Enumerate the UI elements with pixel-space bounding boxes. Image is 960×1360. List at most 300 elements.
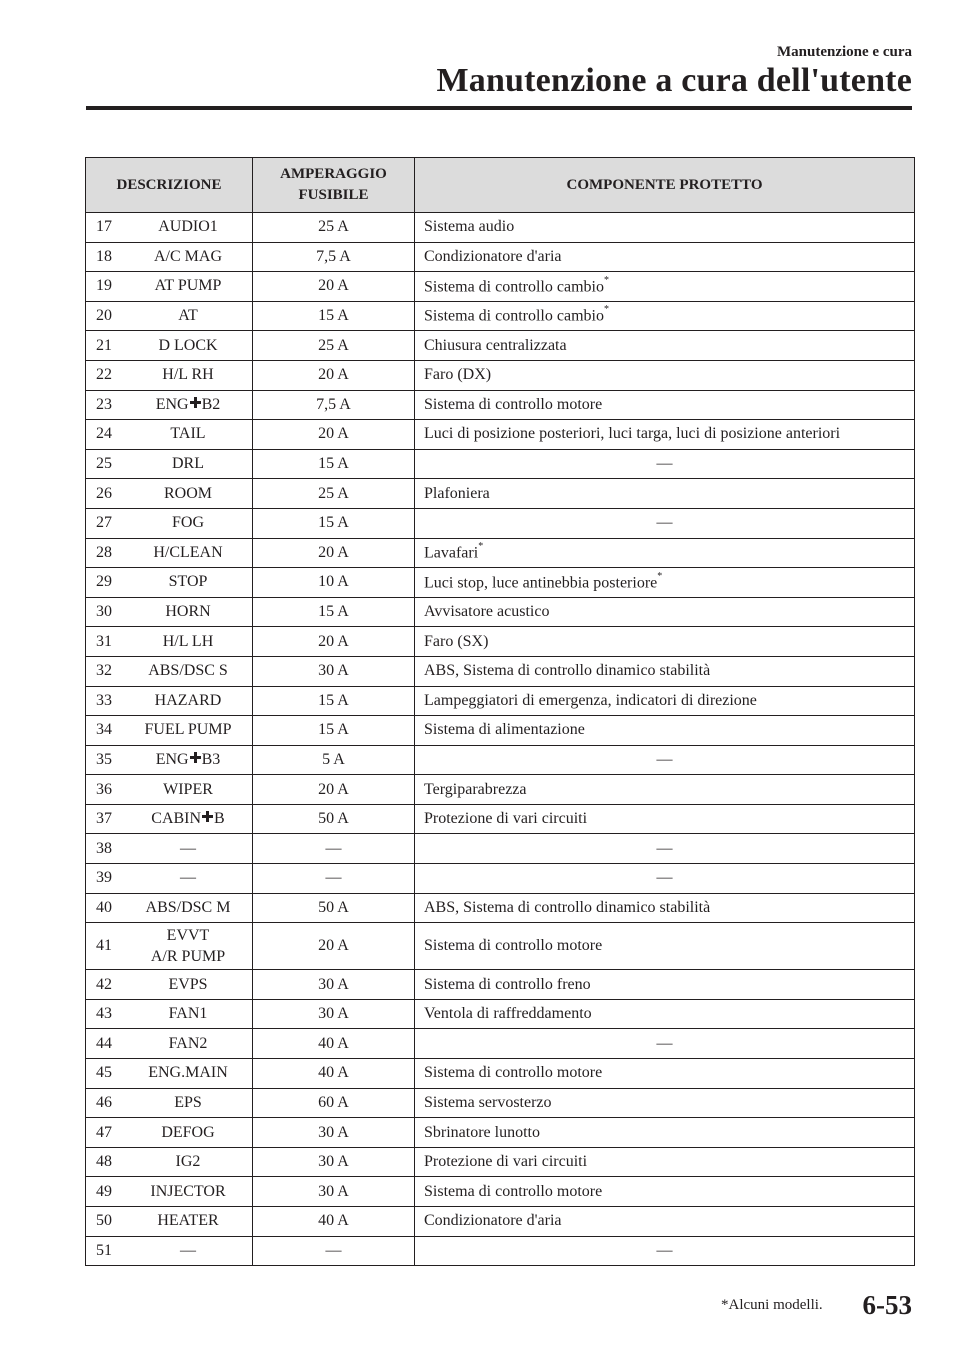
fuse-name-line: DRL [172,455,204,473]
fuse-name [134,1005,252,1023]
protected-component [415,970,915,1000]
table-row [86,1029,915,1059]
table-row [86,716,915,746]
table-row [86,775,915,805]
protected-component [415,449,915,479]
table-row [86,745,915,775]
fuse-name-line: — [180,1241,196,1259]
fuse-name-prefix: ENG [155,750,189,768]
fuse-amperage: 20 A [253,420,415,450]
fuse-name [134,662,252,680]
fuse-amperage: 30 A [253,970,415,1000]
footnote: *Alcuni modelli. [721,1297,823,1313]
protected-component-text: Sistema di controllo cambio [424,307,604,325]
fuse-name-line: EVPS [168,975,208,993]
protected-component-text: Sistema di controllo motore [424,1064,603,1082]
protected-component-text: Sistema di alimentazione [424,721,585,739]
fuse-description-cell [86,1207,253,1237]
column-header-line: AMPERAGGIO [280,166,387,182]
fuse-description-cell [86,213,253,243]
fuse-name [134,781,252,799]
fuse-name [134,925,252,967]
protected-component-text: Protezione di vari circuiti [424,810,588,828]
protected-component [415,745,915,775]
fuse-amperage: 20 A [253,538,415,568]
fuse-number: 47 [96,1123,112,1141]
table-row [86,1236,915,1266]
protected-component-text: — [656,514,673,532]
protected-component-text: Sistema audio [424,218,515,236]
protected-component [415,1059,915,1089]
fuse-amperage: 40 A [253,1059,415,1089]
fuse-name [134,485,252,503]
protected-component [415,1088,915,1118]
fuse-name-line: HORN [165,603,211,621]
title-rule [86,106,912,110]
fuse-name-line: ABS/DSC M [145,898,231,916]
fuse-name-line: A/C MAG [153,247,222,265]
protected-component [415,538,915,568]
fuse-name-line: FUEL PUMP [144,721,232,739]
fuse-number: 51 [96,1241,112,1259]
fuse-number: 18 [96,247,112,265]
table-row [86,923,915,970]
fuse-name [134,425,252,443]
fuse-amperage: 20 A [253,360,415,390]
fuse-number: 34 [96,721,112,739]
protected-component [415,656,915,686]
fuse-number: 21 [96,336,112,354]
protected-component [415,1177,915,1207]
protected-component-text: — [656,1241,673,1259]
some-models-marker: * [603,274,609,286]
table-row [86,420,915,450]
fuse-description-cell [86,864,253,894]
fuse-name [134,633,252,651]
table-row [86,627,915,657]
fuse-number: 38 [96,839,112,857]
fuse-number: 36 [96,780,112,798]
fuse-number: 26 [96,484,112,502]
fuse-number: 19 [96,277,112,295]
fuse-description-cell [86,242,253,272]
table-row [86,508,915,538]
fuse-name-line: ROOM [163,484,212,502]
table-row [86,479,915,509]
fuse-number: 49 [96,1182,112,1200]
protected-component-text: Chiusura centralizzata [424,336,567,354]
protected-component [415,1118,915,1148]
fuse-description-cell [86,272,253,302]
fuse-description-cell [86,420,253,450]
fuse-description-cell [86,627,253,657]
protected-component-text: — [656,869,673,887]
fuse-number: 32 [96,662,112,680]
fuse-description-cell [86,999,253,1029]
protected-component [415,999,915,1029]
fuse-name [134,1183,252,1201]
fuse-description-cell [86,893,253,923]
fuse-name [134,976,252,994]
fuse-name [134,248,252,266]
fuse-number: 35 [96,750,112,768]
protected-component [415,479,915,509]
fuse-name [134,1124,252,1142]
protected-component [415,360,915,390]
table-row [86,390,915,420]
table-row [86,360,915,390]
fuse-description-cell [86,775,253,805]
fuse-description-cell [86,1236,253,1266]
fuse-name [134,840,252,858]
fuse-number: 29 [96,573,112,591]
fuse-table-body [86,213,915,1266]
table-row [86,568,915,598]
table-row [86,686,915,716]
fuse-name [134,277,252,295]
fuse-description-cell [86,970,253,1000]
protected-component [415,568,915,598]
fuse-name-line: FAN2 [168,1034,208,1052]
fuse-description-cell [86,508,253,538]
fuse-description-cell [86,686,253,716]
fuse-amperage: 30 A [253,1118,415,1148]
table-row [86,1147,915,1177]
fuse-name [134,721,252,739]
protected-component [415,775,915,805]
protected-component-text: Faro (SX) [424,632,489,650]
fuse-number: 45 [96,1064,112,1082]
fuse-amperage: 40 A [253,1207,415,1237]
table-row [86,242,915,272]
protected-component [415,390,915,420]
table-row [86,449,915,479]
table-row [86,1207,915,1237]
fuse-amperage: 15 A [253,301,415,331]
fuse-number: 39 [96,869,112,887]
protected-component-text: Sistema di controllo motore [424,395,603,413]
fuse-amperage: — [253,864,415,894]
fuse-name-line: IG2 [175,1153,201,1171]
fuse-name-line: H/CLEAN [153,543,223,561]
fuse-amperage: 60 A [253,1088,415,1118]
fuse-description-cell [86,449,253,479]
some-models-marker: * [603,304,609,316]
protected-component-text: Luci di posizione posteriori, luci targa, luci di posizione anteriori [424,425,841,443]
table-header-row [86,158,915,213]
protected-component [415,1147,915,1177]
protected-component [415,420,915,450]
fuse-description-cell [86,1177,253,1207]
fuse-name-suffix: B [214,810,225,828]
protected-component-text: Lavafari [424,544,479,562]
protected-component-text: Condizionatore d'aria [424,1212,562,1230]
protected-component-text: Sistema di controllo cambio [424,278,604,296]
protected-component-text: Tergiparabrezza [424,780,527,798]
fuse-number: 33 [96,691,112,709]
fuse-description-cell [86,923,253,970]
fuse-description-cell [86,656,253,686]
fuse-amperage: 7,5 A [253,242,415,272]
fuse-name [134,869,252,887]
fuse-description-cell [86,360,253,390]
fuse-name [134,1212,252,1230]
protected-component-text: Sistema di controllo motore [424,1182,603,1200]
fuse-amperage: 30 A [253,656,415,686]
plus-icon [190,752,201,763]
table-row [86,213,915,243]
protected-component [415,272,915,302]
fuse-name-line: A/R PUMP [150,948,226,966]
fuse-number: 42 [96,975,112,993]
protected-component [415,923,915,970]
protected-component [415,331,915,361]
fuse-description-cell [86,804,253,834]
column-header-description: DESCRIZIONE [86,158,253,213]
protected-component [415,686,915,716]
protected-component-text: Luci stop, luce antinebbia posteriore [424,574,658,592]
fuse-name [134,514,252,532]
fuse-amperage: 25 A [253,213,415,243]
fuse-name [134,1094,252,1112]
fuse-number: 48 [96,1153,112,1171]
fuse-amperage: 10 A [253,568,415,598]
protected-component [415,627,915,657]
fuse-name-line: AUDIO1 [158,218,218,236]
table-row [86,1177,915,1207]
fuse-amperage: 30 A [253,999,415,1029]
fuse-name-line: — [180,839,196,857]
protected-component [415,1207,915,1237]
table-row [86,1059,915,1089]
fuse-name [134,337,252,355]
fuse-name [134,603,252,621]
fuse-amperage: 15 A [253,686,415,716]
fuse-name [134,751,252,769]
fuse-table [85,157,915,1266]
fuse-name-line: FAN1 [168,1005,208,1023]
fuse-name-line: D LOCK [158,336,218,354]
fuse-amperage: — [253,1236,415,1266]
plus-icon [190,397,201,408]
fuse-name [134,692,252,710]
protected-component-text: — [656,750,673,768]
fuse-name-line: TAIL [170,425,206,443]
table-row [86,893,915,923]
protected-component [415,893,915,923]
column-header-line: FUSIBILE [298,187,369,203]
fuse-name [134,573,252,591]
fuse-description-cell [86,479,253,509]
fuse-amperage: 15 A [253,449,415,479]
protected-component [415,301,915,331]
fuse-number: 24 [96,425,112,443]
fuse-description-cell [86,1059,253,1089]
fuse-name [134,1242,252,1260]
fuse-description-cell [86,745,253,775]
fuse-number: 40 [96,898,112,916]
fuse-name-line: EVVT [166,927,210,945]
protected-component [415,834,915,864]
table-row [86,999,915,1029]
fuse-name-line: INJECTOR [150,1182,226,1200]
protected-component-text: Condizionatore d'aria [424,247,562,265]
fuse-name-suffix: B2 [201,395,221,413]
fuse-amperage: 25 A [253,331,415,361]
fuse-amperage: 5 A [253,745,415,775]
fuse-amperage: 15 A [253,597,415,627]
fuse-number: 22 [96,366,112,384]
table-row [86,656,915,686]
fuse-number: 50 [96,1212,112,1230]
protected-component-text: — [656,839,673,857]
fuse-name-line: WIPER [163,780,213,798]
fuse-name-prefix: CABIN [151,810,202,828]
fuse-description-cell [86,716,253,746]
fuse-name-line: AT [178,307,198,325]
page-title: Manutenzione a cura dell'utente [436,62,912,99]
fuse-amperage: 20 A [253,775,415,805]
some-models-marker: * [478,541,484,553]
fuse-number: 23 [96,395,112,413]
fuse-name [134,455,252,473]
column-header-fuse-amperage [253,158,415,213]
table-row [86,272,915,302]
fuse-amperage: 20 A [253,923,415,970]
table-row [86,834,915,864]
protected-component [415,1236,915,1266]
fuse-number: 44 [96,1034,112,1052]
fuse-number: 46 [96,1093,112,1111]
fuse-amperage: 20 A [253,627,415,657]
fuse-name-line: HAZARD [154,691,222,709]
fuse-description-cell [86,834,253,864]
table-row [86,597,915,627]
fuse-description-cell [86,331,253,361]
fuse-description-cell [86,1147,253,1177]
protected-component-text: Ventola di raffreddamento [424,1005,592,1023]
fuse-name [134,1064,252,1082]
fuse-name-line: AT PUMP [154,277,222,295]
fuse-name [134,544,252,562]
table-row [86,538,915,568]
fuse-amperage: 50 A [253,804,415,834]
fuse-name [134,218,252,236]
protected-component [415,804,915,834]
table-row [86,331,915,361]
fuse-name-line: — [180,869,196,887]
table-row [86,301,915,331]
fuse-name-line: ENG.MAIN [148,1064,228,1082]
fuse-number: 25 [96,455,112,473]
fuse-name [134,810,252,828]
protected-component-text: ABS, Sistema di controllo dinamico stabilità [424,898,711,916]
table-row [86,864,915,894]
fuse-number: 30 [96,603,112,621]
section-heading: Manutenzione e cura [777,44,912,60]
fuse-number: 20 [96,307,112,325]
fuse-amperage: 15 A [253,716,415,746]
fuse-name [134,1035,252,1053]
protected-component [415,242,915,272]
fuse-number: 41 [96,937,112,955]
fuse-name [134,396,252,414]
fuse-number: 31 [96,632,112,650]
column-header-protected-component: COMPONENTE PROTETTO [415,158,915,213]
table-row [86,970,915,1000]
protected-component [415,716,915,746]
fuse-description-cell [86,1029,253,1059]
fuse-number: 28 [96,543,112,561]
fuse-name-prefix: ENG [155,395,189,413]
protected-component-text: Sbrinatore lunotto [424,1123,540,1141]
protected-component [415,1029,915,1059]
protected-component [415,213,915,243]
protected-component [415,864,915,894]
fuse-amperage: 25 A [253,479,415,509]
fuse-description-cell [86,568,253,598]
protected-component-text: ABS, Sistema di controllo dinamico stabilità [424,662,711,680]
protected-component [415,508,915,538]
plus-icon [202,811,213,822]
fuse-description-cell [86,390,253,420]
fuse-description-cell [86,1118,253,1148]
fuse-name-suffix: B3 [201,750,221,768]
fuse-number: 43 [96,1005,112,1023]
fuse-amperage: 7,5 A [253,390,415,420]
protected-component-text: — [656,455,673,473]
fuse-amperage: 30 A [253,1177,415,1207]
fuse-name-line: STOP [168,573,208,591]
fuse-amperage: 50 A [253,893,415,923]
fuse-number: 17 [96,218,112,236]
protected-component-text: Sistema servosterzo [424,1093,552,1111]
fuse-name [134,366,252,384]
fuse-amperage: — [253,834,415,864]
fuse-name [134,307,252,325]
fuse-name [134,1153,252,1171]
fuse-amperage: 15 A [253,508,415,538]
fuse-name-line: H/L RH [162,366,214,384]
fuse-name-line: DEFOG [161,1123,215,1141]
fuse-name-line: FOG [171,514,204,532]
protected-component-text: — [656,1034,673,1052]
protected-component-text: Sistema di controllo motore [424,937,603,955]
protected-component-text: Avvisatore acustico [424,603,550,621]
fuse-amperage: 40 A [253,1029,415,1059]
fuse-description-cell [86,301,253,331]
table-row [86,1118,915,1148]
fuse-name-line: HEATER [157,1212,219,1230]
table-row [86,804,915,834]
page-number: 6-53 [862,1290,912,1320]
fuse-name-line: H/L LH [162,632,214,650]
protected-component-text: Sistema di controllo freno [424,975,591,993]
fuse-amperage: 20 A [253,272,415,302]
some-models-marker: * [657,570,663,582]
fuse-name-line: ABS/DSC S [148,662,228,680]
protected-component-text: Plafoniera [424,484,490,502]
protected-component-text: Lampeggiatori di emergenza, indicatori di direzione [424,691,757,709]
protected-component-text: Protezione di vari circuiti [424,1153,588,1171]
table-row [86,1088,915,1118]
fuse-description-cell [86,538,253,568]
fuse-name-line: EPS [174,1093,202,1111]
fuse-name [134,899,252,917]
fuse-description-cell [86,1088,253,1118]
fuse-amperage: 30 A [253,1147,415,1177]
fuse-number: 27 [96,514,112,532]
